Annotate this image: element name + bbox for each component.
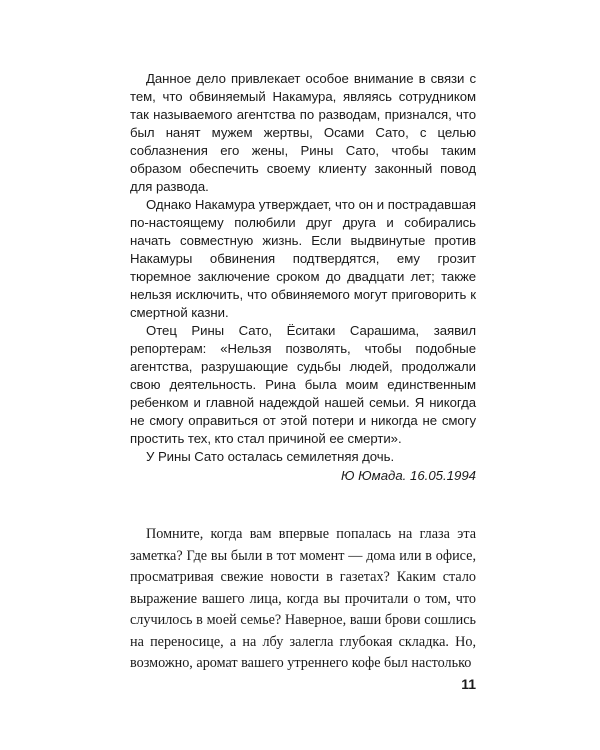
article-paragraph-4: У Рины Сато осталась семилетняя дочь. — [146, 449, 395, 464]
article-paragraph-3: Отец Рины Сато, Ёситаки Сарашима, заявил репортерам: «Нельзя позволять, чтобы подобные агентства, разрушающие судьбы людей, продолжали свою деятельность. Рина была моим единственным ребенком и главной надеждой нашей семьи. Я никогда не смогу оправиться от этой потери и никогда не смогу простить тех, кто стал причиной ее смерти». — [130, 323, 476, 446]
article-paragraph-2: Однако Накамура утверждает, что он и пострадавшая по-настоящему полюбили друг друга и собирались начать совместную жизнь. Если выдвинутые против Накамуры обвинения подтвердятся, ему грозит тюремное заключение сроком до двадцати лет; также нельзя исключить, что обвиняемого могут приговорить к смертной казни. — [130, 197, 476, 320]
narrative-text — [130, 524, 476, 675]
article-paragraph-1: Данное дело привлекает особое внимание в связи с тем, что обвиняемый Накамура, являясь сотрудником так называемого агентства по разводам, признался, что был нанят мужем жертвы, Осами Сато, с целью соблазнения его жены, Рины Сато, чтобы таким образом обеспечить своему клиенту законный повод для развода. — [130, 71, 476, 194]
article-byline: Ю Юмада. 16.05.1994 — [341, 468, 476, 483]
news-article — [130, 70, 476, 466]
narrative-paragraph: Помните, когда вам впервые попалась на глаза эта заметка? Где вы были в тот момент — дома или в офисе, просматривая свежие новости в газетах? Каким стало выражение вашего лица, когда вы прочитали о том, что случилось в моей семье? Наверное, ваши брови сошлись на переносице, а на лбу залегла глубокая складка. Но, возможно, аромат вашего утреннего кофе был настолько — [130, 526, 476, 671]
page-number: 11 — [461, 676, 476, 692]
